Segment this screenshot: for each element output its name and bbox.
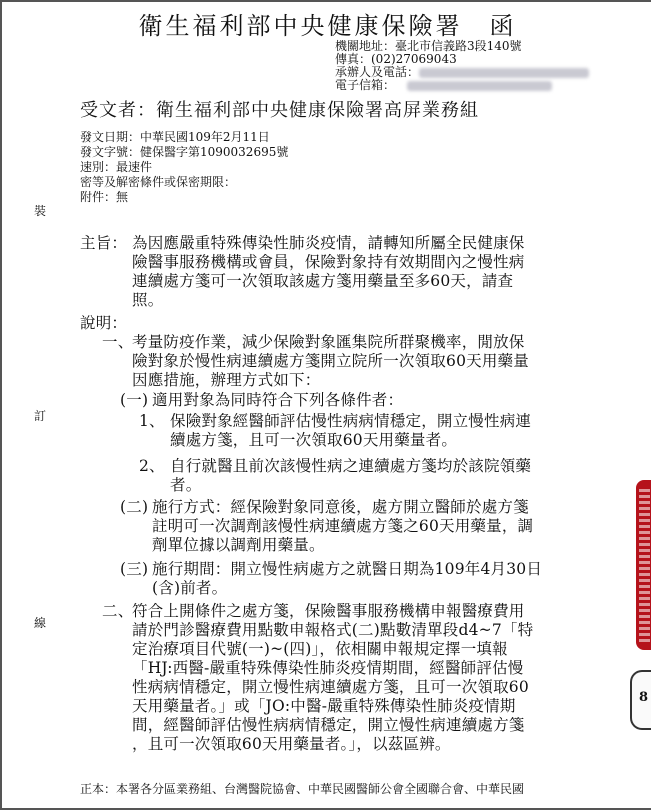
dispatch-date: 發文日期：中華民國109年2月11日	[80, 130, 270, 144]
page-seal	[630, 670, 651, 730]
subitem-line: 施行期間：開立慢性病處方之就醫日期為109年4月30日	[152, 560, 543, 578]
subitem-line: 施行方式：經保險對象同意後，處方開立醫師於處方箋	[152, 498, 529, 516]
item-label: 一、	[102, 333, 134, 351]
item-label: 二、	[102, 602, 134, 620]
confidentiality: 密等及解密條件或保密期限：	[80, 175, 237, 189]
subject-line: 連續處方箋可一次領取該處方箋用藥量至多60天，請查	[132, 272, 514, 290]
item-line: ，且可一次領取60天用藥量者。」，以茲區辨。	[132, 735, 451, 753]
subitem-label: (二)	[120, 498, 149, 516]
item-line: 因應措施，辦理方式如下：	[132, 371, 321, 389]
item-line: 險對象於慢性病連續處方箋開立院所一次領取60天用藥量	[132, 352, 529, 370]
point-text	[170, 412, 531, 450]
redacted-email	[407, 81, 552, 91]
attachment: 附件：無	[80, 190, 129, 204]
point-line: 保險對象經醫師評估慢性病病情穩定，開立慢性病連	[170, 412, 532, 430]
binding-mark-top: 裝	[34, 204, 47, 218]
subject-line: 險醫事服務機構或會員，保險對象持有效期間內之慢性病	[132, 253, 525, 271]
contact-label: 承辦人及電話：	[335, 65, 420, 79]
point-line: 自行就醫且前次該慢性病之連續處方箋均於該院領藥	[170, 457, 532, 475]
subject-text	[132, 234, 525, 310]
agency-fax: 傳真：(02)27069043	[335, 52, 457, 66]
redacted-contact	[419, 68, 589, 78]
subject-line: 為因應嚴重特殊傳染性肺炎疫情，請轉知所屬全民健康保	[132, 234, 525, 252]
item-line: 符合上開條件之處方箋，保險醫事服務機構申報醫療費用	[132, 602, 525, 620]
point-line: 續處方箋，且可一次領取60天用藥量者。	[170, 431, 458, 449]
document-title: 衛生福利部中央健康保險署 函	[138, 12, 517, 40]
item-line: 天用藥量者。」或「JO:中醫-嚴重特殊傳染性肺炎疫情期	[132, 697, 516, 715]
binding-mark-middle: 訂	[34, 409, 47, 423]
subitem-text	[152, 498, 533, 555]
subitem-label: (三)	[120, 560, 149, 578]
email-row	[335, 79, 589, 92]
subitem-text	[152, 560, 542, 598]
email-label: 電子信箱：	[335, 78, 396, 92]
seal-digit: 8	[639, 690, 649, 705]
subitem-line: (含)前者。	[152, 579, 228, 597]
binding-mark-bottom: 線	[34, 616, 47, 630]
point-line: 者。	[170, 476, 202, 494]
agency-address: 機關地址：臺北市信義路3段140號	[335, 39, 522, 53]
point-text	[170, 457, 531, 495]
item-line: 間，經醫師評估慢性病病情穩定，開立慢性病連續處方箋	[132, 716, 525, 734]
agency-info-block	[335, 40, 589, 92]
subject-line: 照。	[132, 291, 164, 309]
item-text	[132, 333, 529, 390]
explanation-label: 說明：	[80, 314, 128, 332]
subitem-line: 劑單位據以調劑用藥量。	[152, 536, 325, 554]
dispatch-metadata	[80, 130, 288, 205]
point-label: 1、	[139, 412, 165, 430]
item-line: 考量防疫作業，減少保險對象匯集院所群聚機率，閒放保	[132, 333, 525, 351]
point-label: 2、	[139, 457, 165, 475]
red-seal-stamp	[636, 480, 651, 650]
recipient-line: 受文者：衛生福利部中央健康保險署高屏業務組	[80, 100, 479, 121]
subitem-label: (一)	[120, 391, 149, 409]
item-line: 「HJ:西醫-嚴重特殊傳染性肺炎疫情期間，經醫師評估慢	[132, 659, 524, 677]
urgency: 速別：最速件	[80, 160, 153, 174]
subitem-line: 註明可一次調劑該慢性病連續處方箋之60天用藥量，調	[152, 517, 534, 535]
item-line: 請於門診醫療費用點數申報格式(二)點數清單段d4~7「特	[132, 621, 534, 639]
item-text	[132, 602, 533, 754]
subject-label: 主旨：	[80, 234, 128, 252]
subitem-text: 適用對象為同時符合下列各條件者：	[152, 391, 404, 409]
dispatch-number: 發文字號：健保醫字第1090032695號	[80, 145, 289, 159]
item-line: 定治療項目代號(一)~(四)」，依相關申報規定擇一填報	[132, 640, 508, 658]
item-line: 性病病情穩定，開立慢性病連續處方箋，且可一次領取60	[132, 678, 529, 696]
copy-recipients: 正本：本署各分區業務組、台灣醫院協會、中華民國醫師公會全國聯合會、中華民國	[80, 782, 525, 796]
